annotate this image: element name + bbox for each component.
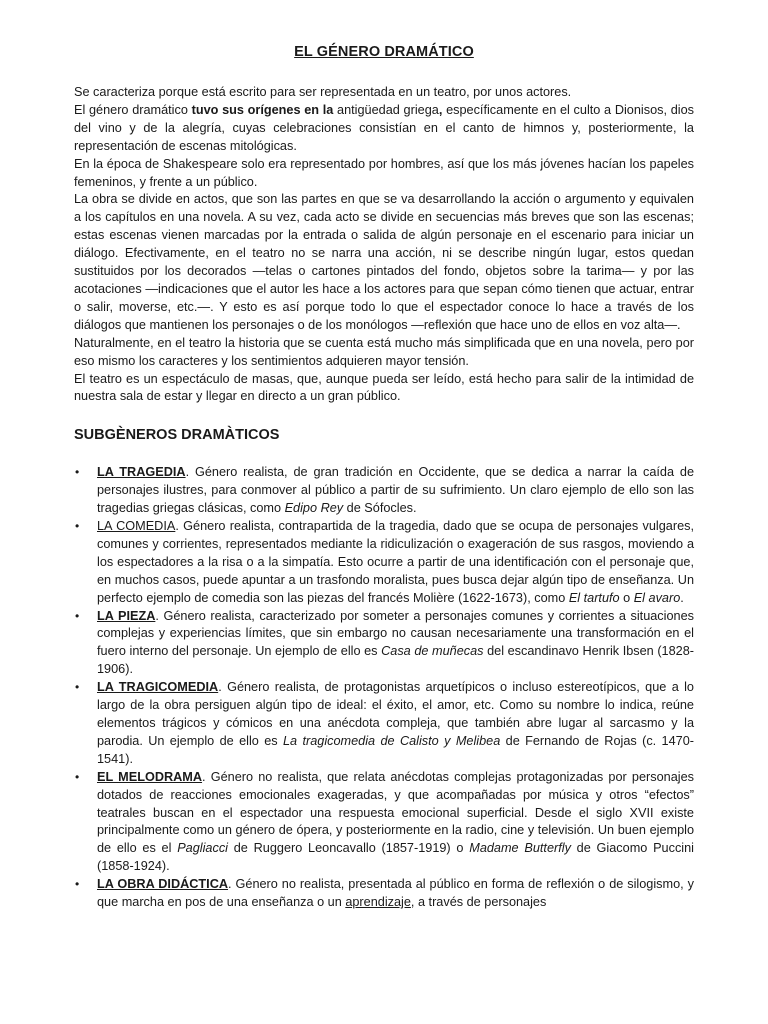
bullet-icon: • <box>75 769 80 784</box>
intro-paragraph-5: Naturalmente, en el teatro la historia que se cuenta está mucho más simplificada que en una novela, pero por eso mismo los caracteres y los sentimientos adquieren mayor tensión. <box>74 335 694 368</box>
comedia-italic-2: El avaro <box>633 590 681 605</box>
tragedia-text-a: . Género realista, de gran tradición en Occidente, que se dedica a narrar la caída de personajes ilustres, para conmover al público a partir de su sufrimiento. Un claro ejemplo de ello son las tragedias griegas clásicas, como <box>97 465 694 516</box>
p2-text-a: El género dramático <box>74 102 192 117</box>
list-item-pieza <box>74 608 694 680</box>
term-tragicomedia: LA TRAGICOMEDIA <box>97 680 219 695</box>
comedia-italic-1: El tartufo <box>568 590 620 605</box>
melodrama-text-a: . Género no realista, que relata anécdotas complejas protagonizadas por personajes dotados de reacciones emocionales exageradas, y que acompañadas por música y otros “efectos” teatrales buscan en el espectador una respuesta emocional superficial. Desde el siglo XVII existe principalmente como un género de ópera, y posteriormente en la radio, cine y televisión. Un buen ejemplo de ello es el <box>97 769 694 856</box>
subgenres-list <box>74 464 694 912</box>
intro-section <box>74 84 694 406</box>
comedia-text-c: . <box>680 590 684 605</box>
subgenres-heading: SUBGÈNEROS DRAMÀTICOS <box>74 427 280 444</box>
intro-paragraph-1: Se caracteriza porque está escrito para ser representada en un teatro, por unos actores. <box>74 85 572 99</box>
melodrama-text-c: de Giacomo Puccini (1858-1924). <box>97 841 694 874</box>
obra-didactica-text-a: . Género no realista, presentada al público en forma de reflexión o de silogismo, y que marcha en pos de una enseñanza o un <box>97 877 694 910</box>
melodrama-italic-2: Madame Butterfly <box>469 841 571 856</box>
bullet-icon: • <box>75 877 80 892</box>
obra-didactica-text-b: , a través de personajes <box>410 895 547 910</box>
p2-bold-comma: , <box>438 102 443 117</box>
list-item-melodrama <box>74 769 694 876</box>
list-item-obra-didactica <box>74 876 694 912</box>
intro-paragraph-3: En la época de Shakespeare solo era representado por hombres, así que los más jóvenes hacían los papeles femeninos, y frente a un público. <box>74 156 694 189</box>
pieza-text-b: del escandinavo Henrik Ibsen (1828-1906). <box>97 644 694 677</box>
bullet-icon: • <box>75 465 80 480</box>
aprendizaje-link[interactable]: aprendizaje <box>345 895 411 910</box>
comedia-text-b: o <box>619 590 634 605</box>
tragicomedia-text-a: . Género realista, de protagonistas arquetípicos o incluso estereotípicos, que a lo largo de la obra persiguen algún tipo de ideal: el éxito, el amor, etc. Como su nombre lo indica, reúne elementos trágicos y cómicos en una anécdota compleja, que también abre lugar al sarcasmo y la parodia. Un ejemplo de ello es <box>97 680 694 748</box>
p2-text-c: específicamente en el culto a Dionisos, dios del vino y de la alegría, cuyas celebraciones consistían en el canto de himnos y, posteriormente, la representación de escenas mitológicas. <box>74 102 694 153</box>
tragedia-text-b: de Sófocles. <box>343 501 417 516</box>
bullet-icon: • <box>75 519 80 534</box>
term-melodrama: EL MELODRAMA <box>97 769 203 784</box>
intro-paragraph-4: La obra se divide en actos, que son las partes en que se va desarrollando la acción o argumento y equivalen a los capítulos en una novela. A su vez, cada acto se divide en secuencias más breves que son las escenas; estas escenas vienen marcadas por la entrada o salida de algún personaje en el escenario para iniciar un diálogo. Efectivamente, en el teatro no se narra una acción, ni se describe ningún lugar, estos quedan sustituidos por los decorados —telas o cartones pintados del fondo, objetos sobre la tarima— y por las acotaciones —indicaciones que el autor les hace a los actores para que sepan cómo tienen que actuar, entrar o salir, moverse, etc.—. Y esto es así porque todo lo que el espectador conoce lo hace a través de los diálogos que mantienen los personajes o de los monólogos —reflexión que hace uno de ellos en voz alta—. <box>74 192 694 332</box>
term-pieza: LA PIEZA <box>97 608 156 623</box>
p2-bold-text: tuvo sus orígenes en la <box>191 102 334 117</box>
comedia-text-a: . Género realista, contrapartida de la tragedia, dado que se ocupa de personajes vulgares, comunes y corrientes, representados mediante la ridiculización o exageración de sus rasgos, moviendo a los espectadores a la risa o a la simpatía. Esto ocurre a partir de una identificación con el personaje que, en muchos casos, puede apuntar a un trasfondo moralista, pues busca dejar algún tipo de enseñanza. Un perfecto ejemplo de comedia son las piezas del francés Molière (1622-1673), como <box>97 519 694 605</box>
term-tragedia: LA TRAGEDIA <box>97 465 186 480</box>
term-obra-didactica: LA OBRA DIDÁCTICA <box>97 877 229 892</box>
pieza-italic-1: Casa de muñecas <box>381 644 484 659</box>
term-comedia: LA COMEDIA <box>97 519 176 534</box>
pieza-text-a: . Género realista, caracterizado por someter a personajes comunes y corrientes a situaciones complejas y experiencias límites, que sin embargo no causan necesariamente una transformación en el fuero interno del personaje. Un ejemplo de ello es <box>97 608 694 659</box>
list-item-tragicomedia <box>74 679 694 769</box>
melodrama-italic-1: Pagliacci <box>177 841 228 856</box>
tragedia-italic-1: Edipo Rey <box>284 501 344 516</box>
tragicomedia-text-b: de Fernando de Rojas (c. 1470-1541). <box>97 733 695 766</box>
bullet-icon: • <box>75 608 80 623</box>
p2-text-b: antigüedad griega <box>333 102 439 117</box>
list-item-comedia <box>74 518 694 608</box>
list-item-tragedia <box>74 464 694 518</box>
bullet-icon: • <box>75 680 80 695</box>
melodrama-text-b: de Ruggero Leoncavallo (1857-1919) o <box>227 841 470 856</box>
intro-paragraph-6: El teatro es un espectáculo de masas, que, aunque pueda ser leído, está hecho para salir de la intimidad de nuestra sala de estar y llegar en directo a un gran público. <box>74 371 694 404</box>
document-title: EL GÉNERO DRAMÁTICO <box>294 44 474 60</box>
tragicomedia-italic-1: La tragicomedia de Calisto y Melibea <box>282 733 501 748</box>
intro-paragraph-2 <box>74 102 694 156</box>
